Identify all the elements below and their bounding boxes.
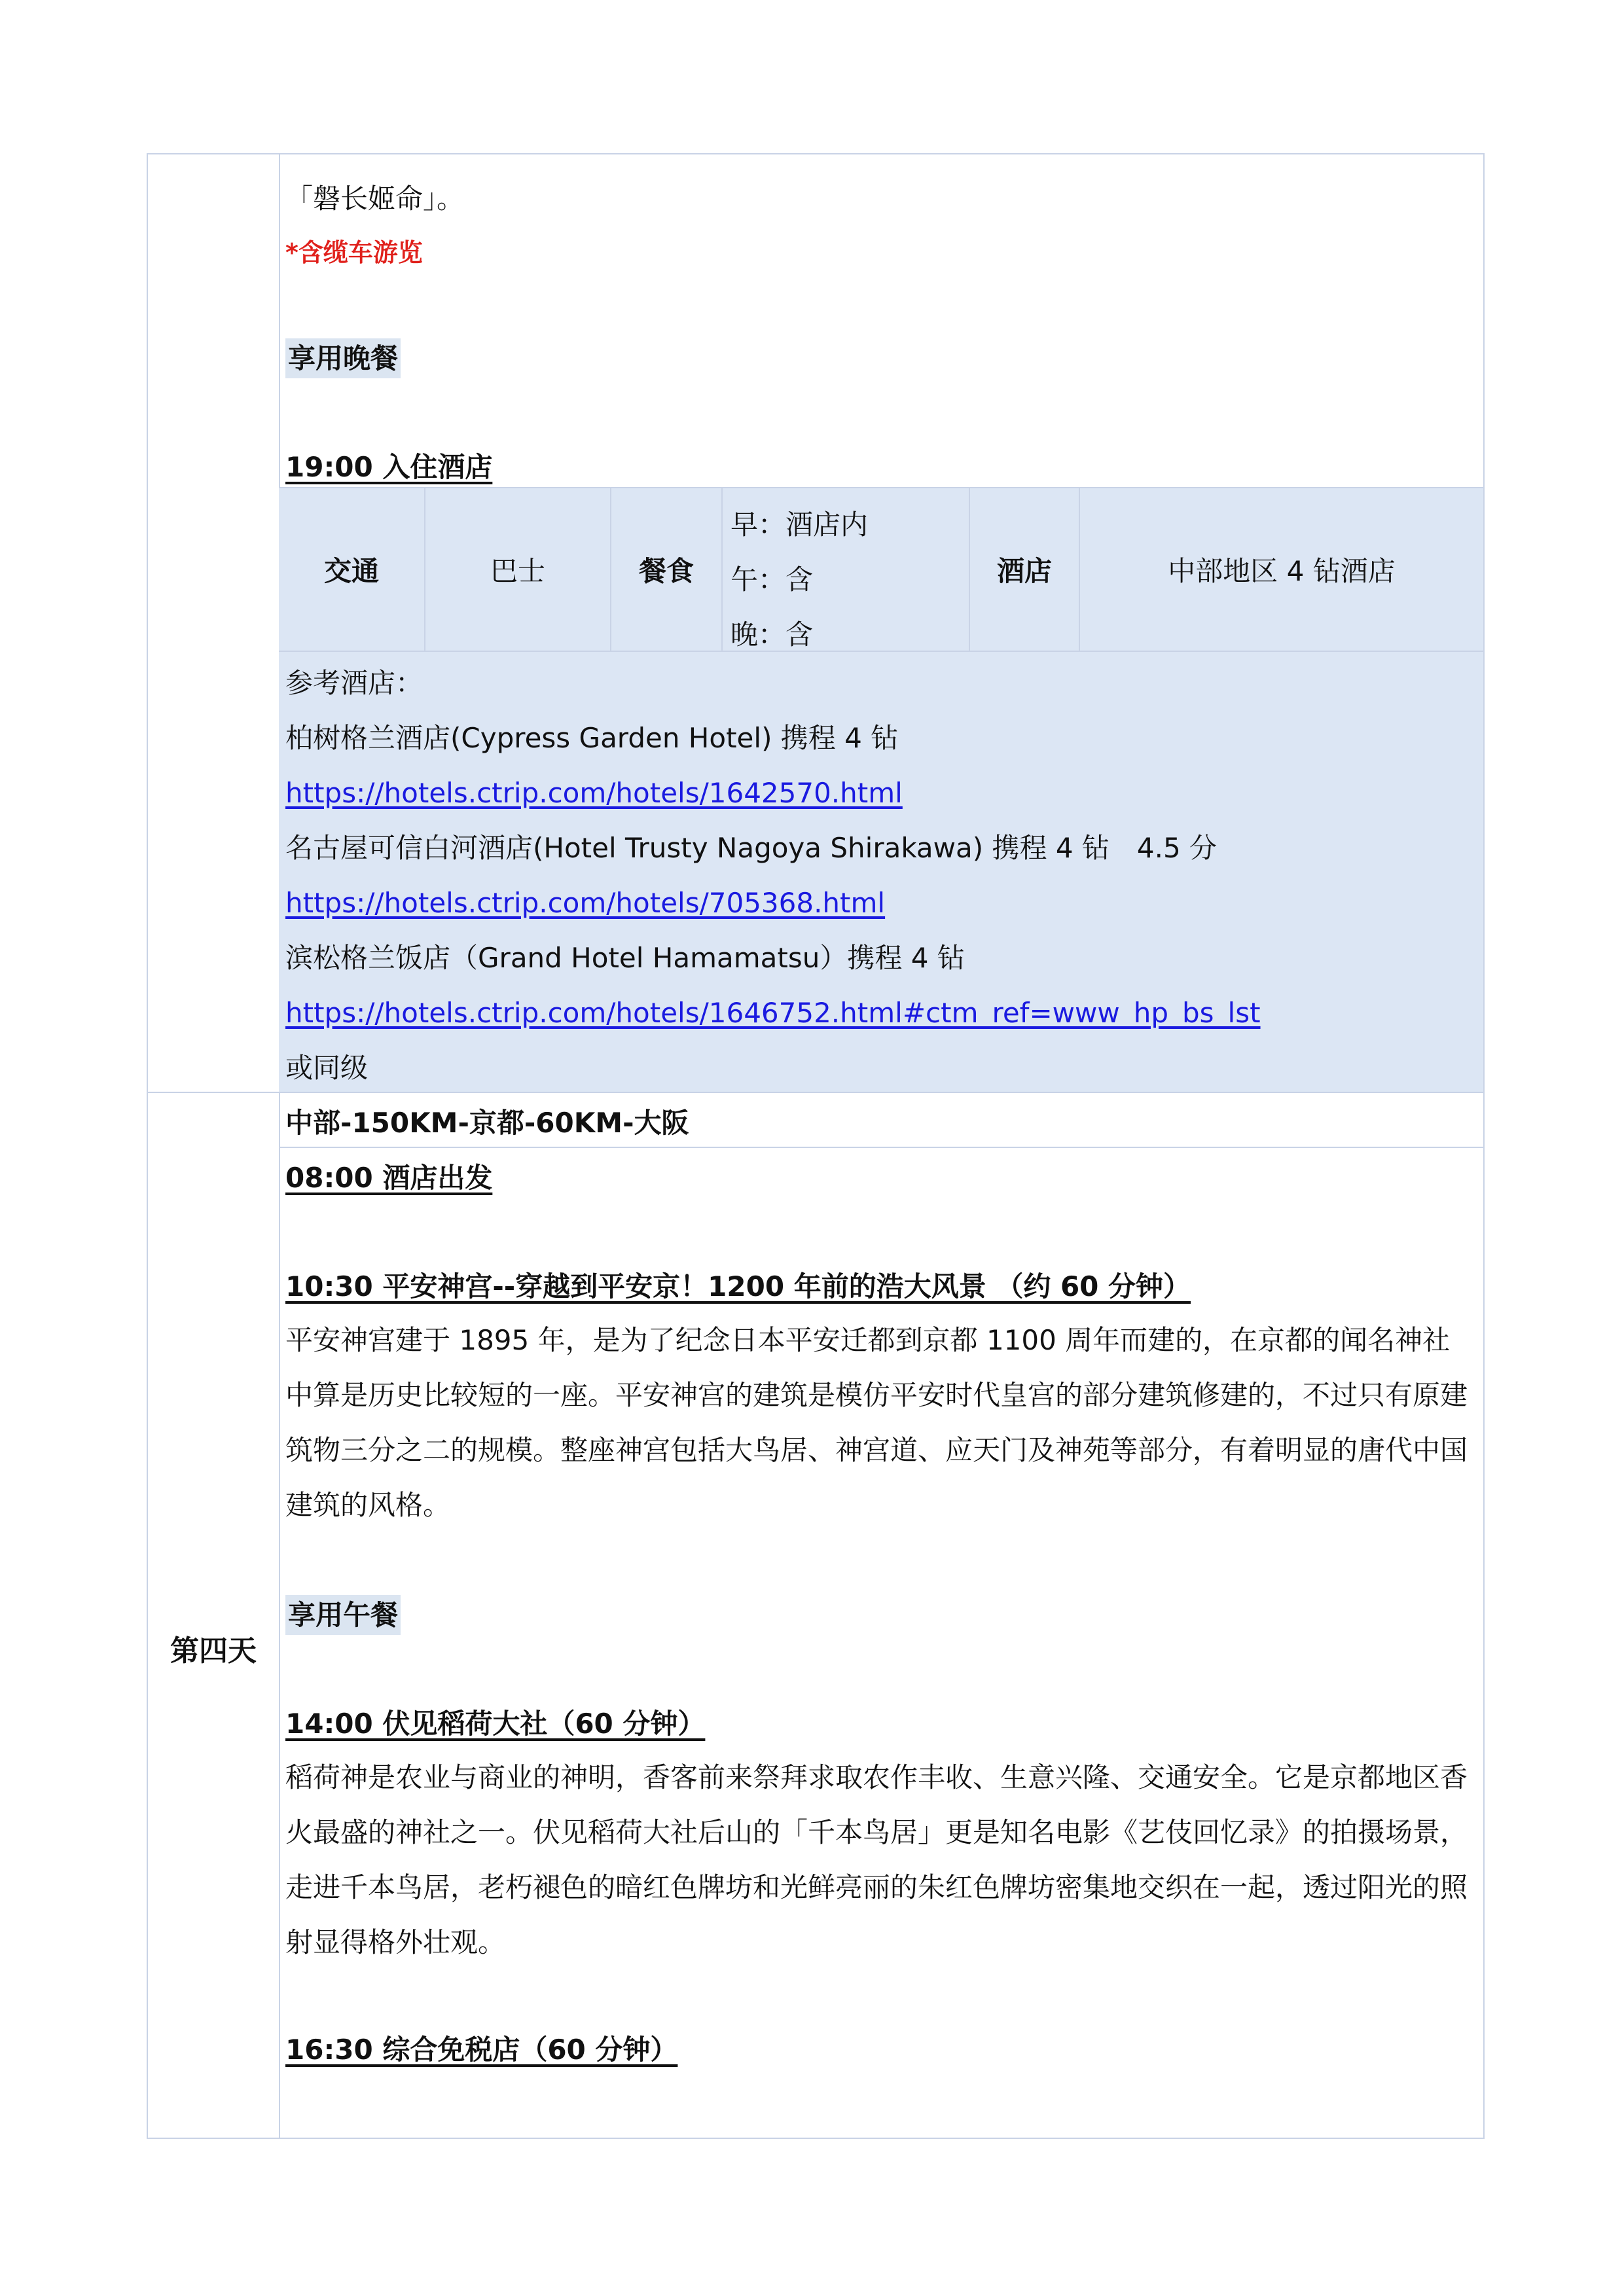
day-label: 第四天 bbox=[170, 1634, 257, 1668]
depart-heading: 08:00 酒店出发 bbox=[285, 1162, 493, 1194]
fushimi-inari-heading: 14:00 伏见稻荷大社（60 分钟） bbox=[285, 1708, 706, 1740]
hotel-link-2[interactable]: https://hotels.ctrip.com/hotels/705368.html bbox=[285, 887, 886, 919]
heian-shrine-heading: 10:30 平安神宫--穿越到平安京！1200 年前的浩大风景 （约 60 分钟） bbox=[285, 1270, 1191, 1302]
fushimi-inari-description: 稻荷神是农业与商业的神明，香客前来祭拜求取农作丰收、生意兴隆、交通安全。它是京都地区香火最盛的神社之一。伏见稻荷大社后山的「千本鸟居」更是知名电影《艺伎回忆录》的拍摄场景，走进千本鸟居，老朽褪色的暗红色牌坊和光鲜亮丽的朱红色牌坊密集地交织在一起，透过阳光的照射显得格外壮观。 bbox=[285, 1761, 1468, 1958]
reference-hotels-intro: 参考酒店： bbox=[285, 667, 424, 699]
day-divider bbox=[148, 1092, 1483, 1093]
lunch-label: 享用午餐 bbox=[285, 1595, 401, 1635]
hotel-link-3[interactable]: https://hotels.ctrip.com/hotels/1646752.html#ctm_ref=www_hp_bs_lst bbox=[285, 997, 1261, 1029]
reference-hotels bbox=[279, 652, 1483, 1092]
heian-shrine-description: 平安神宫建于 1895 年，是为了纪念日本平安迁都到京都 1100 周年而建的，在京都的闻名神社中算是历史比较短的一座。平安神宫的建筑是模仿平安时代皇宫的部分建筑修建的，不过只有原建筑物三分之二的规模。整座神宫包括大鸟居、神宫道、应天门及神苑等部分，有着明显的唐代中国建筑的风格。 bbox=[285, 1324, 1468, 1521]
hotel-link-1[interactable]: https://hotels.ctrip.com/hotels/1642570.html bbox=[285, 777, 903, 809]
route-divider bbox=[279, 1147, 1483, 1148]
continued-text: 「磐长姬命」。 bbox=[285, 183, 465, 215]
or-equivalent: 或同级 bbox=[285, 1052, 369, 1084]
dinner-label: 享用晚餐 bbox=[285, 338, 401, 378]
checkin-heading: 19:00 入住酒店 bbox=[285, 451, 493, 483]
route-heading: 中部-150KM-京都-60KM-大阪 bbox=[285, 1107, 689, 1139]
hotel-value: 中部地区 4 钻酒店 bbox=[1168, 555, 1396, 587]
transport-label: 交通 bbox=[323, 555, 379, 587]
itinerary-table bbox=[147, 153, 1485, 2139]
hotel-name-3: 滨松格兰饭店（Grand Hotel Hamamatsu）携程 4 钻 bbox=[285, 942, 965, 974]
hotel-label: 酒店 bbox=[996, 555, 1052, 587]
column-divider bbox=[279, 154, 280, 2138]
lunch-value: 午：含 bbox=[731, 564, 814, 596]
hotel-name-2: 名古屋可信白河酒店(Hotel Trusty Nagoya Shirakawa) 携程 4 钻 4.5 分 bbox=[285, 832, 1218, 864]
duty-free-heading: 16:30 综合免税店（60 分钟） bbox=[285, 2034, 678, 2066]
transport-value: 巴士 bbox=[490, 555, 545, 587]
dinner-value: 晚：含 bbox=[731, 619, 814, 651]
cable-car-note: *含缆车游览 bbox=[285, 238, 423, 267]
info-bar bbox=[279, 487, 1483, 652]
meals-label: 餐食 bbox=[638, 555, 694, 587]
breakfast-value: 早：酒店内 bbox=[731, 509, 869, 541]
hotel-name-1: 柏树格兰酒店(Cypress Garden Hotel) 携程 4 钻 bbox=[285, 722, 899, 754]
meals-list bbox=[731, 497, 868, 662]
